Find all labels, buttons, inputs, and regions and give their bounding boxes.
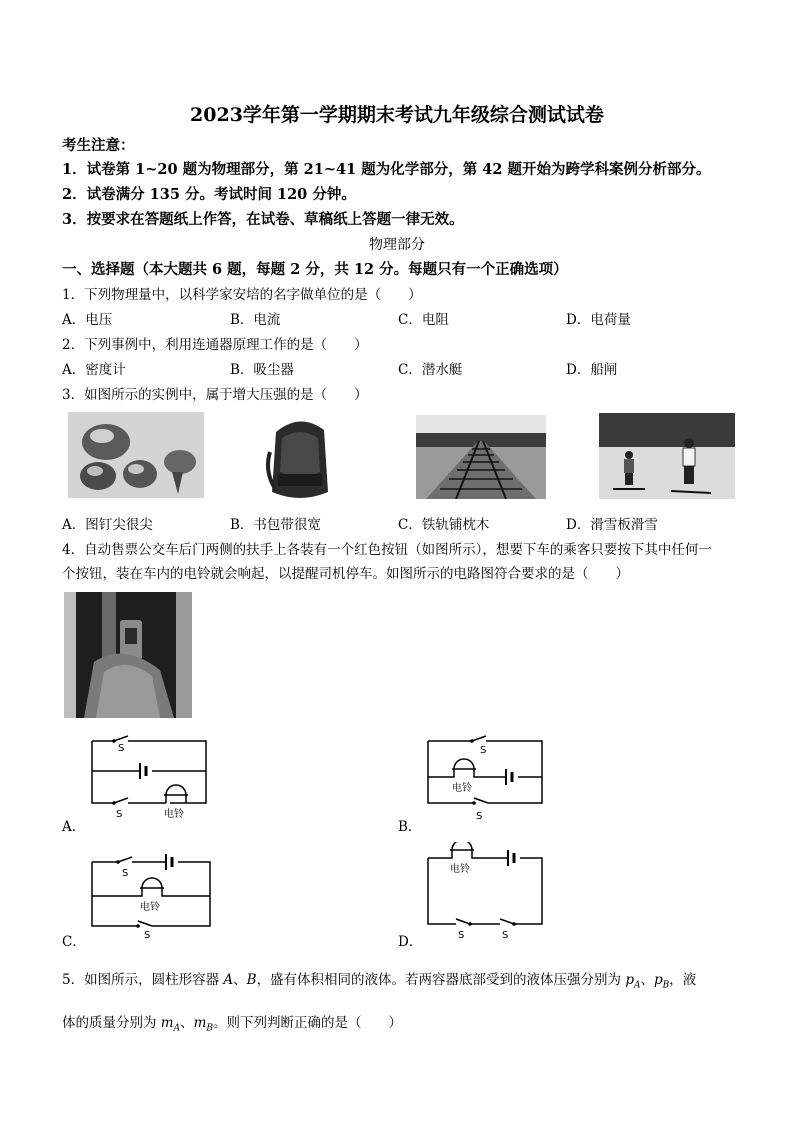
thumbtack-photo xyxy=(68,412,204,498)
q5-pa: p xyxy=(625,972,635,988)
circuit-a-switch-1-label: S xyxy=(118,743,125,754)
q5-pb: p xyxy=(654,972,663,988)
circuit-c-switch-1-label: S xyxy=(122,868,129,879)
q5-stem-line2 xyxy=(62,1011,402,1034)
circuit-c-bell-label: 电铃 xyxy=(140,902,160,913)
circuit-b-switch-1-label: S xyxy=(480,745,487,756)
q5-text-2: ，盛有体积相同的液体。若两容器底部受到的液体压强分别为 xyxy=(256,972,626,988)
q5-var-b: B xyxy=(246,972,257,988)
q5-sep2: 、 xyxy=(180,1015,194,1031)
q1-option-c: C．电阻 xyxy=(398,312,449,328)
q1-stem: 1．下列物理量中，以科学家安培的名字做单位的是（ ） xyxy=(62,287,422,303)
circuit-c-diagram xyxy=(88,848,218,940)
q4-stem-line2: 个按钮，装在车内的电铃就会响起，以提醒司机停车。如图所示的电路图符合要求的是（ ） xyxy=(62,566,629,582)
q5-mb-sub: B xyxy=(206,1023,214,1034)
notice-item-3: 3．按要求在答题纸上作答，在试卷、草稿纸上答题一律无效。 xyxy=(62,211,464,228)
q5-var-a: A xyxy=(223,972,234,988)
circuit-a-bell-label: 电铃 xyxy=(164,809,184,820)
q5-text-3: ，液 xyxy=(669,972,697,988)
q2-option-a: A．密度计 xyxy=(62,362,126,378)
circuit-b-diagram xyxy=(424,735,549,827)
q2-stem: 2．下列事例中，利用连通器原理工作的是（ ） xyxy=(62,337,368,353)
q4-option-a-label: A． xyxy=(62,819,86,835)
notice-item-2: 2．试卷满分 135 分。考试时间 120 分钟。 xyxy=(62,186,356,203)
q3-option-a: A．图钉尖很尖 xyxy=(62,517,153,533)
circuit-b-switch-2-label: S xyxy=(476,811,483,822)
bus-button-photo xyxy=(64,592,192,718)
q5-stem-line1 xyxy=(62,968,696,991)
circuit-d-bell-label: 电铃 xyxy=(450,864,470,875)
page-title: 2023学年第一学期期末考试九年级综合测试试卷 xyxy=(190,104,604,126)
q2-option-d: D．船闸 xyxy=(566,362,618,378)
q4-stem-line1: 4．自动售票公交车后门两侧的扶手上各装有一个红色按钮（如图所示），想要下车的乘客只要按下其中任何一 xyxy=(62,542,712,558)
notice-heading: 考生注意： xyxy=(62,137,135,154)
railway-photo xyxy=(416,415,546,499)
circuit-d-switch-1-label: S xyxy=(458,930,465,940)
notice-item-1: 1．试卷第 1~20 题为物理部分，第 21~41 题为化学部分，第 42 题开始为跨学科案例分析部分。 xyxy=(62,161,711,178)
q5-mb: m xyxy=(193,1015,207,1031)
q5-ma: m xyxy=(160,1015,174,1031)
circuit-d-switch-2-label: S xyxy=(502,930,509,940)
circuit-c-switch-2-label: S xyxy=(144,930,151,940)
q2-option-b: B．吸尘器 xyxy=(230,362,294,378)
q3-stem: 3．如图所示的实例中，属于增大压强的是（ ） xyxy=(62,387,368,403)
q5-ma-sub: A xyxy=(173,1023,181,1034)
circuit-b-bell-label: 电铃 xyxy=(452,783,472,794)
q5-text-4: 体的质量分别为 xyxy=(62,1015,161,1031)
circuit-a-switch-2-label: S xyxy=(116,809,123,820)
part1-heading: 一、选择题（本大题共 6 题，每题 2 分，共 12 分。每题只有一个正确选项） xyxy=(62,261,568,278)
q1-option-b: B．电流 xyxy=(230,312,281,328)
q5-comma: 、 xyxy=(233,972,247,988)
q5-sep: 、 xyxy=(640,972,655,988)
circuit-d-diagram xyxy=(424,842,549,940)
backpack-photo xyxy=(262,412,338,502)
q5-pa-sub: A xyxy=(634,980,641,991)
q3-option-b: B．书包带很宽 xyxy=(230,517,321,533)
q4-option-d-label: D． xyxy=(398,934,423,950)
q2-option-c: C．潜水艇 xyxy=(398,362,463,378)
q5-pb-sub: B xyxy=(662,980,670,991)
section-title: 物理部分 xyxy=(369,237,425,253)
q4-option-c-label: C． xyxy=(62,934,86,950)
skiing-photo xyxy=(599,413,735,499)
q5-text-1: 5．如图所示，圆柱形容器 xyxy=(62,972,224,988)
q1-option-a: A．电压 xyxy=(62,312,113,328)
q4-option-b-label: B． xyxy=(398,819,422,835)
q3-option-d: D．滑雪板滑雪 xyxy=(566,517,658,533)
q1-option-d: D．电荷量 xyxy=(566,312,631,328)
q5-text-5: 。则下列判断正确的是（ ） xyxy=(213,1015,403,1031)
circuit-a-diagram xyxy=(88,735,213,827)
q3-option-c: C．铁轨铺枕木 xyxy=(398,517,490,533)
